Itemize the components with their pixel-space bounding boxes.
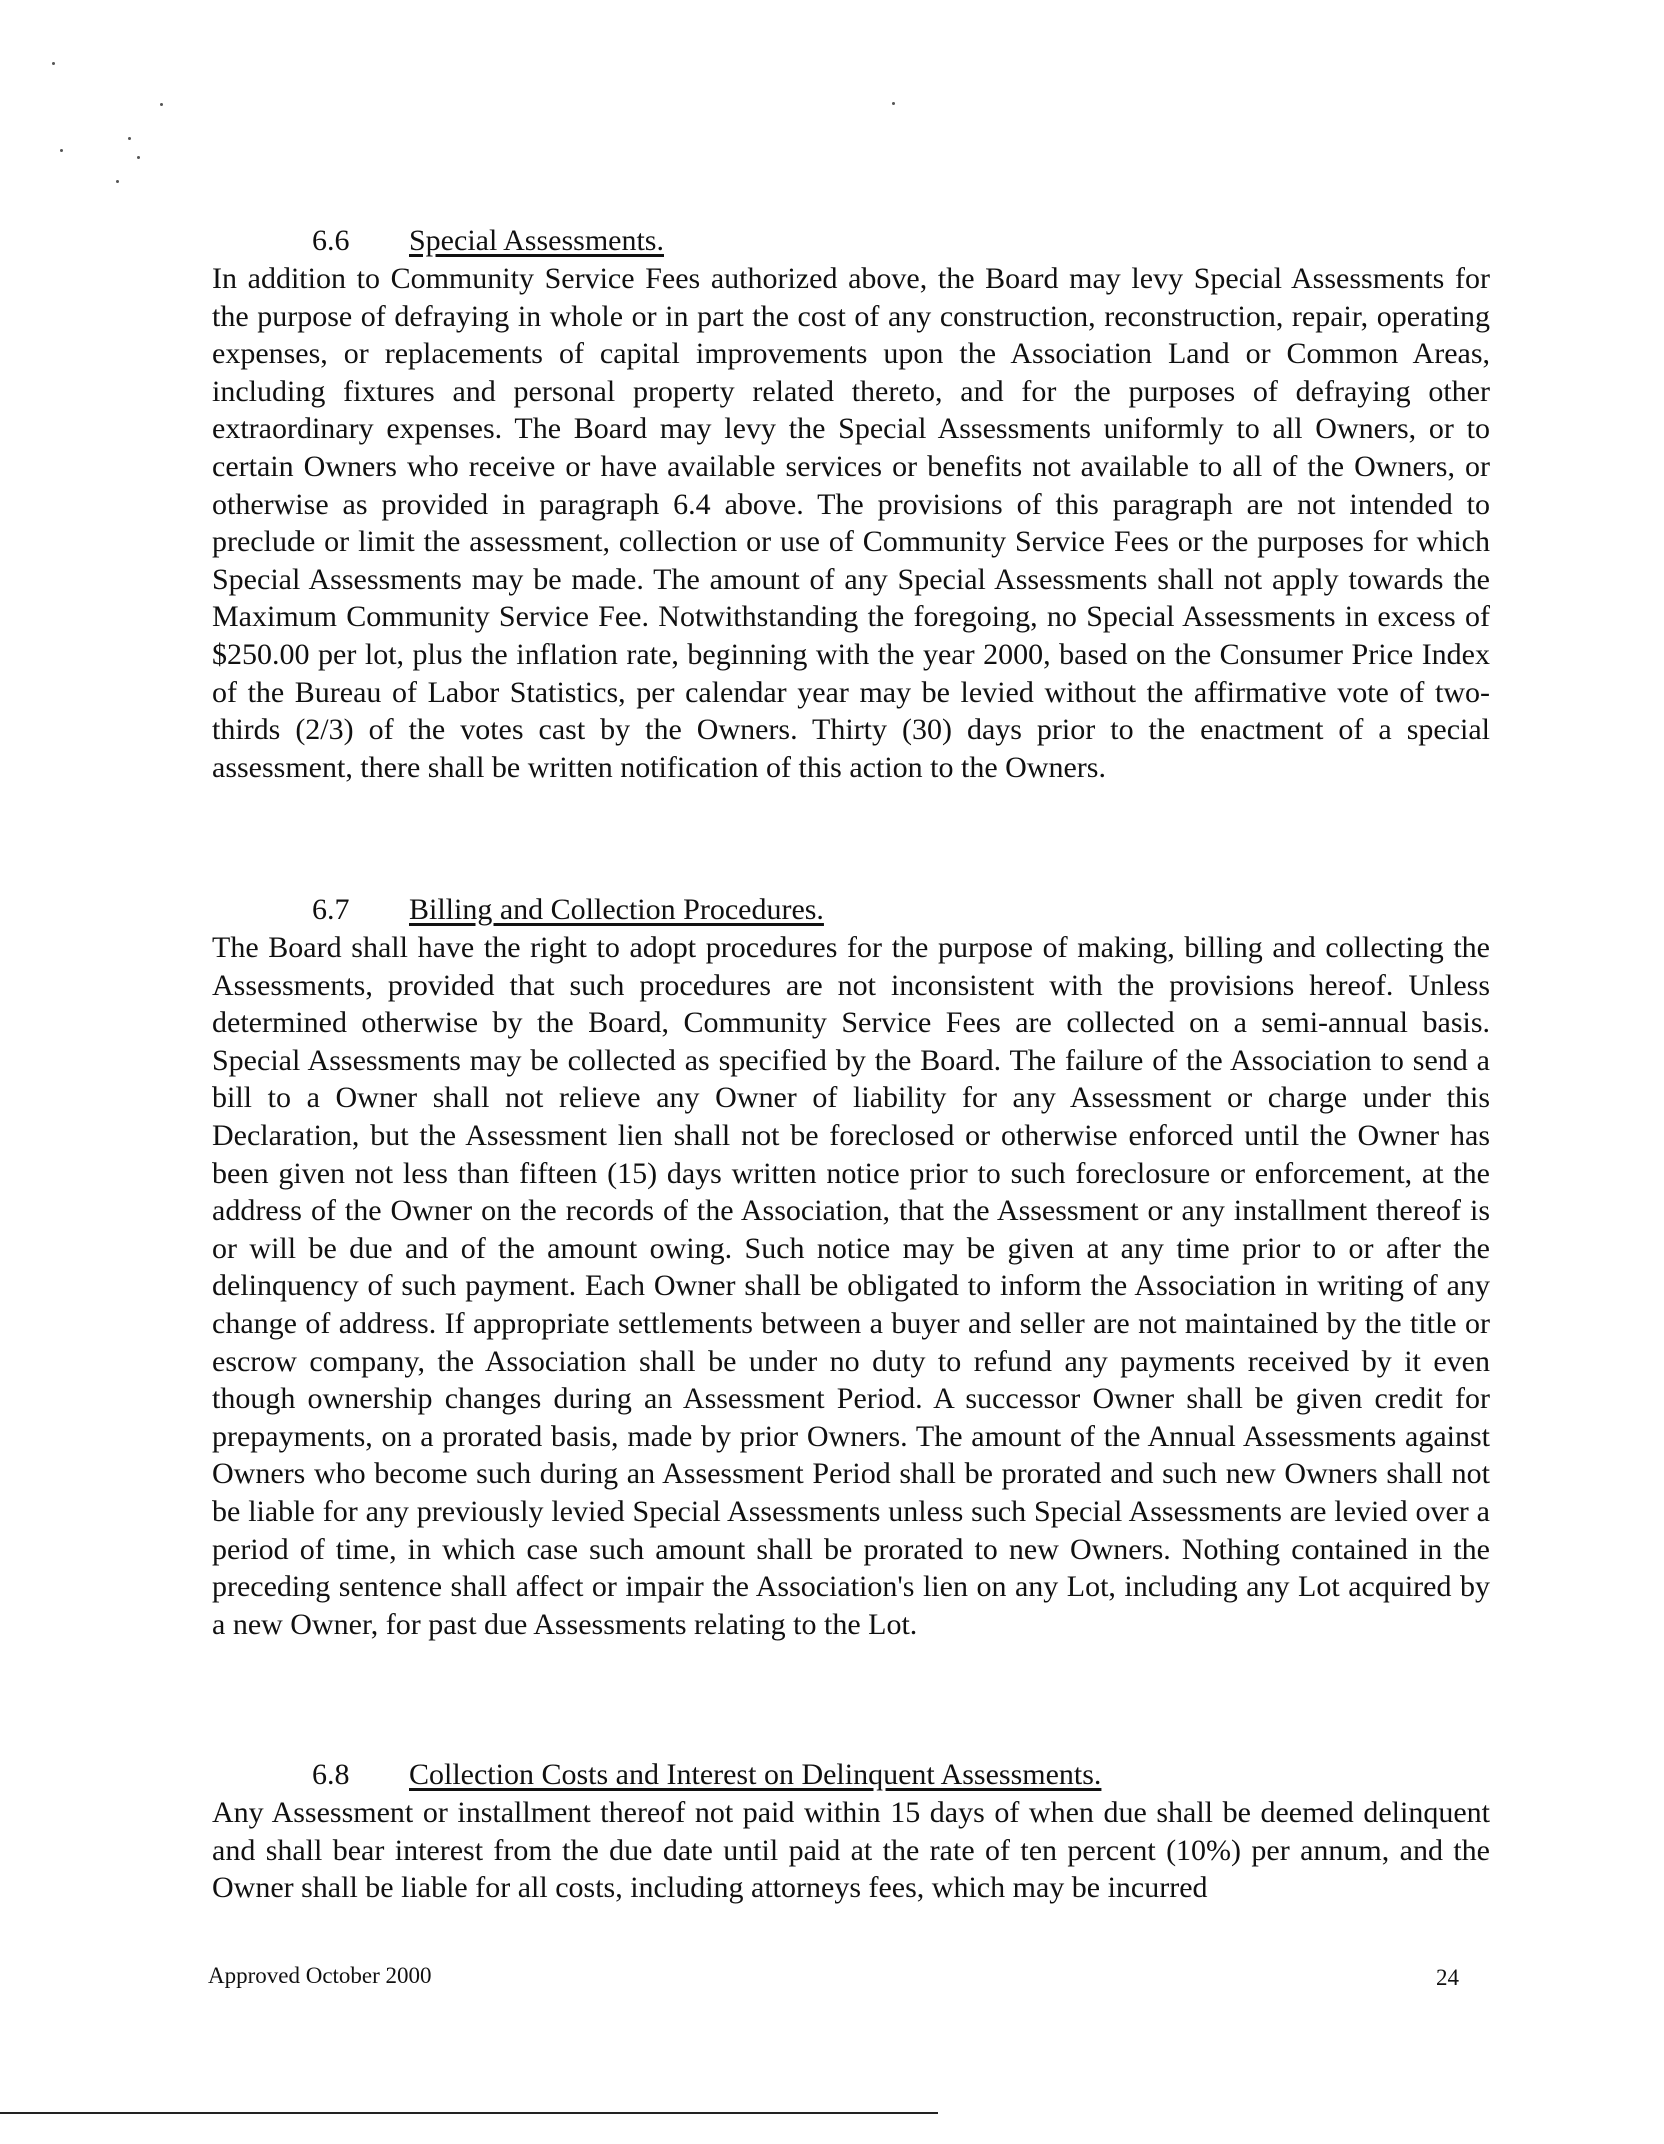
section-body: The Board shall have the right to adopt procedures for the purpose of making, billing and collecting the Assessments, provided that such procedures are not inconsistent with the provisions hereof. Unless determined otherwise by the Board, Community Service Fees are collected on a semi-annual basis. Special Assessments may be collected as specified by the Board. The failure of the Association to send a bill to a Owner shall not relieve any Owner of liability for any Assessment or charge under this Declaration, but the Assessment lien shall not be foreclosed or otherwise enforced until the Owner has been given not less than fifteen (15) days written notice prior to such foreclosure or enforcement, at the address of the Owner on the records of the Association, that the Assessment or any installment thereof is or will be due and of the amount owing. Such notice may be given at any time prior to or after the delinquency of such payment. Each Owner shall be obligated to inform the Association in writing of any change of address. If appropriate settlements between a buyer and seller are not maintained by the title or escrow company, the Association shall be under no duty to refund any payments received by it even though ownership changes during an Assessment Period. A successor Owner shall be given credit for prepayments, on a prorated basis, made by prior Owners. The amount of the Annual Assessments against Owners who become such during an Assessment Period shall be prorated and such new Owners shall not be liable for any previously levied Special Assessments unless such Special Assessments are levied over a period of time, in which case such amount shall be prorated to new Owners. Nothing contained in the preceding sentence shall affect or impair the Association's lien on any Lot, including any Lot acquired by a new Owner, for past due Assessments relating to the Lot. (212, 931, 1490, 1641)
scan-speck (128, 137, 131, 140)
section-6-7 (212, 891, 1490, 1643)
bottom-rule (0, 2112, 938, 2114)
section-heading (212, 891, 1490, 929)
scan-speck (52, 62, 55, 65)
section-body: Any Assessment or installment thereof not paid within 15 days of when due shall be deemed delinquent and shall bear interest from the due date until paid at the rate of ten percent (10%) per annum, and the Owner shall be liable for all costs, including attorneys fees, which may be incurred (212, 1796, 1490, 1905)
section-title: Collection Costs and Interest on Delinquent Assessments. (409, 1758, 1102, 1791)
section-body: In addition to Community Service Fees authorized above, the Board may levy Special Assessments for the purpose of defraying in whole or in part the cost of any construction, reconstruction, repair, operating expenses, or replacements of capital improvements upon the Association Land or Common Areas, including fixtures and personal property related thereto, and for the purposes of defraying other extraordinary expenses. The Board may levy the Special Assessments uniformly to all Owners, or to certain Owners who receive or have available services or benefits not available to all of the Owners, or otherwise as provided in paragraph 6.4 above. The provisions of this paragraph are not intended to preclude or limit the assessment, collection or use of Community Service Fees or the purposes for which Special Assessments may be made. The amount of any Special Assessments shall not apply towards the Maximum Community Service Fee. Notwithstanding the foregoing, no Special Assessments in excess of $250.00 per lot, plus the inflation rate, beginning with the year 2000, based on the Consumer Price Index of the Bureau of Labor Statistics, per calendar year may be levied without the affirmative vote of two-thirds (2/3) of the votes cast by the Owners. Thirty (30) days prior to the enactment of a special assessment, there shall be written notification of this action to the Owners. (212, 262, 1490, 784)
section-number: 6.7 (312, 893, 350, 926)
section-number: 6.8 (312, 1758, 350, 1791)
approval-date: Approved October 2000 (208, 1963, 432, 1988)
page-number: 24 (1436, 1965, 1459, 1990)
section-title: Special Assessments. (409, 224, 664, 257)
scan-speck (60, 149, 63, 152)
scan-speck (160, 103, 163, 106)
section-heading (212, 1756, 1490, 1794)
scan-speck (137, 156, 140, 159)
scan-speck (116, 180, 119, 183)
section-6-8 (212, 1756, 1490, 1907)
section-number: 6.6 (312, 224, 350, 257)
section-6-6 (212, 222, 1490, 786)
section-heading (212, 222, 1490, 260)
section-title: Billing and Collection Procedures. (409, 893, 824, 926)
scan-speck (892, 102, 895, 105)
